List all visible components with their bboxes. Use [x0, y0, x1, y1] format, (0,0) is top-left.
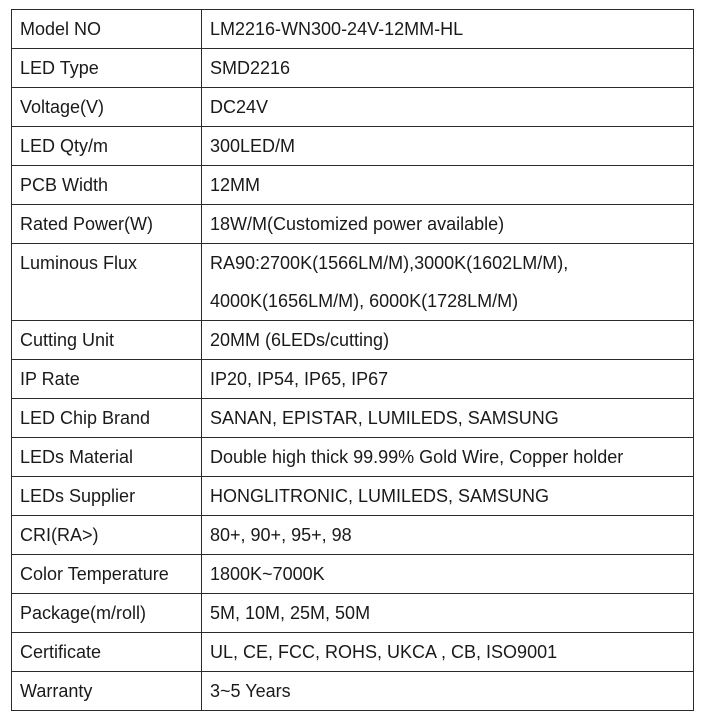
spec-row: [12, 244, 694, 321]
spec-value: [202, 399, 694, 438]
spec-row: [12, 88, 694, 127]
spec-value: [202, 10, 694, 49]
spec-label: LEDs Supplier: [12, 477, 202, 516]
spec-value: [202, 477, 694, 516]
spec-row: [12, 633, 694, 672]
spec-label: LED Type: [12, 49, 202, 88]
spec-value-line: IP20, IP54, IP65, IP67: [210, 369, 389, 389]
spec-label: LED Chip Brand: [12, 399, 202, 438]
spec-value-line: 300LED/M: [210, 136, 296, 156]
spec-value-line: 4000K(1656LM/M), 6000K(1728LM/M): [210, 291, 519, 311]
spec-table-body: [12, 10, 694, 711]
spec-value-line: LM2216-WN300-24V-12MM-HL: [210, 19, 464, 39]
spec-value-line: 3~5 Years: [210, 681, 291, 701]
spec-value: [202, 166, 694, 205]
spec-label: Package(m/roll): [12, 594, 202, 633]
spec-value-line: RA90:2700K(1566LM/M),3000K(1602LM/M),: [210, 253, 569, 273]
spec-row: [12, 477, 694, 516]
spec-label: Rated Power(W): [12, 205, 202, 244]
spec-value: [202, 438, 694, 477]
spec-value-line: HONGLITRONIC, LUMILEDS, SAMSUNG: [210, 486, 550, 506]
spec-value-line: Double high thick 99.99% Gold Wire, Copper holder: [210, 447, 624, 467]
spec-row: [12, 10, 694, 49]
spec-value: [202, 594, 694, 633]
spec-row: [12, 321, 694, 360]
spec-value: [202, 516, 694, 555]
spec-row: [12, 516, 694, 555]
spec-row: [12, 127, 694, 166]
spec-label: Model NO: [12, 10, 202, 49]
spec-label: Color Temperature: [12, 555, 202, 594]
spec-label: LED Qty/m: [12, 127, 202, 166]
spec-value-line: UL, CE, FCC, ROHS, UKCA , CB, ISO9001: [210, 642, 558, 662]
spec-row: [12, 399, 694, 438]
spec-value-line: 1800K~7000K: [210, 564, 325, 584]
spec-value-line: 18W/M(Customized power available): [210, 214, 505, 234]
spec-row: [12, 49, 694, 88]
spec-label: IP Rate: [12, 360, 202, 399]
spec-label: Warranty: [12, 672, 202, 711]
spec-value-line: SMD2216: [210, 58, 291, 78]
spec-row: [12, 360, 694, 399]
spec-value-line: 5M, 10M, 25M, 50M: [210, 603, 371, 623]
spec-row: [12, 205, 694, 244]
spec-value: [202, 672, 694, 711]
spec-row: [12, 555, 694, 594]
spec-value: [202, 360, 694, 399]
spec-label: LEDs Material: [12, 438, 202, 477]
spec-value: [202, 205, 694, 244]
spec-table: [11, 9, 694, 711]
spec-row: [12, 672, 694, 711]
spec-value: [202, 244, 694, 321]
spec-value-line: DC24V: [210, 97, 269, 117]
spec-row: [12, 594, 694, 633]
spec-label: PCB Width: [12, 166, 202, 205]
spec-row: [12, 438, 694, 477]
spec-label: Voltage(V): [12, 88, 202, 127]
spec-value: [202, 555, 694, 594]
spec-value-line: 80+, 90+, 95+, 98: [210, 525, 352, 545]
spec-value: [202, 127, 694, 166]
spec-label: CRI(RA>): [12, 516, 202, 555]
spec-value: [202, 633, 694, 672]
spec-value-line: 12MM: [210, 175, 261, 195]
spec-value: [202, 88, 694, 127]
spec-value-line: SANAN, EPISTAR, LUMILEDS, SAMSUNG: [210, 408, 559, 428]
spec-label: Certificate: [12, 633, 202, 672]
spec-row: [12, 166, 694, 205]
spec-value-line: 20MM (6LEDs/cutting): [210, 330, 390, 350]
spec-value: [202, 321, 694, 360]
spec-label: Cutting Unit: [12, 321, 202, 360]
spec-value: [202, 49, 694, 88]
spec-label: Luminous Flux: [12, 244, 202, 321]
